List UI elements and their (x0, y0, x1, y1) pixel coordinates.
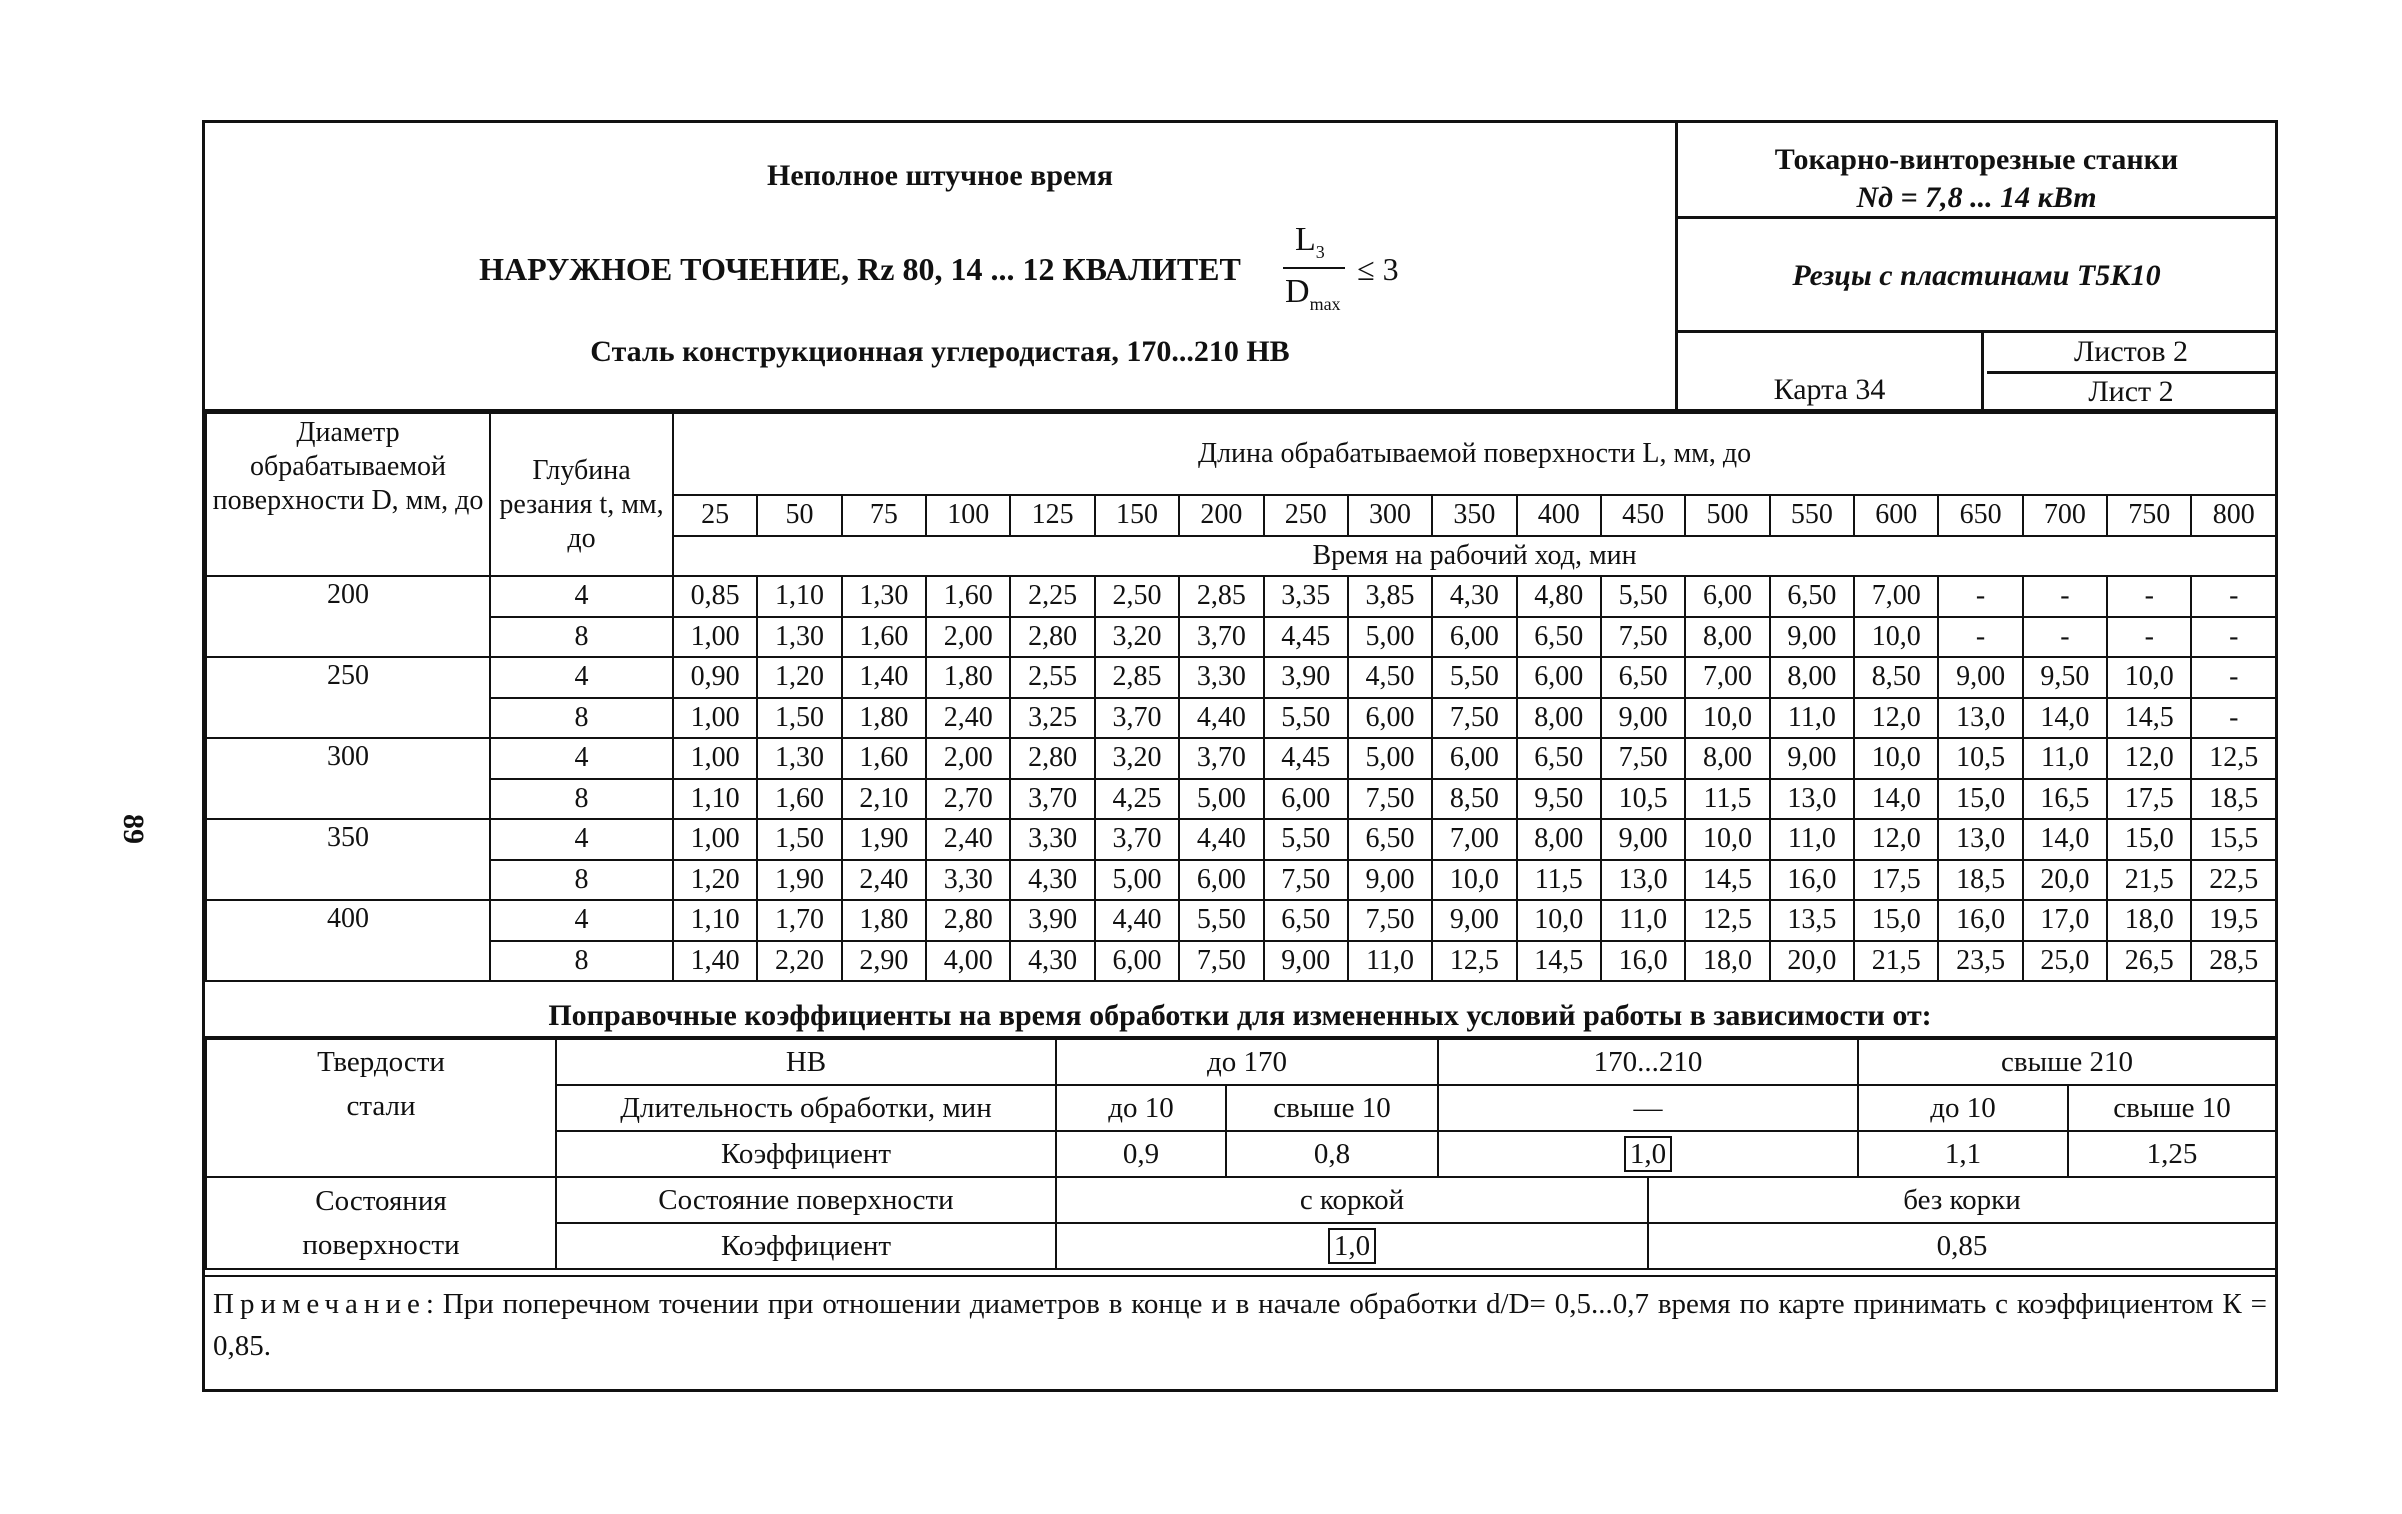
time-cell: 9,00 (1264, 941, 1348, 982)
time-cell: 8,00 (1517, 698, 1601, 739)
time-cell: 28,5 (2191, 941, 2276, 982)
time-cell: 8,50 (1854, 657, 1938, 698)
time-cell: 12,0 (1854, 819, 1938, 860)
time-cell: 1,70 (757, 900, 841, 941)
depth-cell: 8 (490, 941, 673, 982)
time-cell: 9,00 (1601, 698, 1685, 739)
time-cell: 14,0 (1854, 779, 1938, 820)
table-row (206, 657, 2276, 698)
time-cell: 18,5 (1938, 860, 2022, 901)
coef-4: 1,1 (1858, 1131, 2068, 1177)
coef-3-cell (1438, 1131, 1858, 1177)
length-cell: 50 (757, 495, 841, 536)
time-cell: 8,00 (1685, 617, 1769, 658)
time-cell: 1,30 (842, 576, 926, 617)
time-cell: 2,80 (926, 900, 1010, 941)
diameter-cell: 350 (206, 819, 490, 900)
time-cell: 4,30 (1432, 576, 1516, 617)
time-cell: - (2107, 576, 2191, 617)
time-cell: 13,0 (1938, 698, 2022, 739)
time-cell: 10,0 (2107, 657, 2191, 698)
time-cell: 1,50 (757, 698, 841, 739)
time-cell: 6,00 (1348, 698, 1432, 739)
time-cell: 2,70 (926, 779, 1010, 820)
time-cell: 20,0 (2023, 860, 2107, 901)
time-cell: 21,5 (2107, 860, 2191, 901)
depth-cell: 4 (490, 900, 673, 941)
time-cell: 4,80 (1517, 576, 1601, 617)
time-cell: 2,90 (842, 941, 926, 982)
length-cell: 700 (2023, 495, 2107, 536)
table-row (206, 819, 2276, 860)
table-row (206, 900, 2276, 941)
time-cell: 6,00 (1095, 941, 1179, 982)
time-cell: 6,50 (1770, 576, 1854, 617)
time-cell: 12,5 (1432, 941, 1516, 982)
time-cell: 15,5 (2191, 819, 2276, 860)
length-cell: 125 (1010, 495, 1094, 536)
time-cell: 13,0 (1601, 860, 1685, 901)
time-cell: 4,30 (1010, 860, 1094, 901)
length-cell: 750 (2107, 495, 2191, 536)
formula-condition: ≤ 3 (1357, 251, 1399, 287)
time-cell: 6,50 (1517, 738, 1601, 779)
time-cell: 7,00 (1854, 576, 1938, 617)
time-cell: 4,40 (1179, 698, 1263, 739)
table-row (206, 617, 2276, 658)
time-cell: 1,00 (673, 738, 757, 779)
without-crust: без корки (1648, 1177, 2276, 1223)
hb-label: НВ (556, 1039, 1056, 1085)
hb-over-210: свыше 210 (1858, 1039, 2276, 1085)
time-cell: 6,00 (1432, 617, 1516, 658)
time-cell: 11,0 (1770, 698, 1854, 739)
diameter-column-header: Диаметр обрабатываемой поверхности D, мм, до (206, 413, 490, 576)
time-cell: 3,30 (1179, 657, 1263, 698)
time-cell: - (2191, 657, 2276, 698)
time-cell: 11,5 (1685, 779, 1769, 820)
time-cell: 7,00 (1685, 657, 1769, 698)
coef-3: 1,0 (1624, 1136, 1672, 1172)
time-cell: 5,00 (1348, 738, 1432, 779)
depth-cell: 4 (490, 738, 673, 779)
time-cell: 3,90 (1264, 657, 1348, 698)
time-cell: 13,0 (1770, 779, 1854, 820)
time-cell: 1,80 (842, 698, 926, 739)
length-header: Длина обрабатываемой поверхности L, мм, до (673, 413, 2276, 495)
length-cell: 250 (1264, 495, 1348, 536)
time-cell: 17,5 (2107, 779, 2191, 820)
time-cell: 11,0 (2023, 738, 2107, 779)
time-cell: 1,50 (757, 819, 841, 860)
time-cell: 4,50 (1348, 657, 1432, 698)
diameter-cell: 250 (206, 657, 490, 738)
time-cell: 8,00 (1770, 657, 1854, 698)
surface-state-label: Состояние поверхности (556, 1177, 1056, 1223)
time-table (205, 412, 2277, 982)
time-cell: 9,50 (2023, 657, 2107, 698)
time-cell: 14,5 (1685, 860, 1769, 901)
time-cell: 15,0 (2107, 819, 2191, 860)
duration-upto-10-b: до 10 (1858, 1085, 2068, 1131)
time-cell: 12,5 (2191, 738, 2276, 779)
hb-170-210: 170...210 (1438, 1039, 1858, 1085)
diameter-cell: 300 (206, 738, 490, 819)
coef2-label: Коэффициент (556, 1223, 1056, 1269)
card-header (205, 123, 2275, 412)
time-cell: 14,0 (2023, 819, 2107, 860)
time-cell: 14,0 (2023, 698, 2107, 739)
header-title-block (205, 123, 1678, 409)
time-cell: 14,5 (1517, 941, 1601, 982)
time-cell: 13,0 (1938, 819, 2022, 860)
time-cell: 4,45 (1264, 617, 1348, 658)
corrections-table (205, 1038, 2277, 1270)
time-cell: 9,00 (1938, 657, 2022, 698)
time-cell: 1,20 (673, 860, 757, 901)
time-cell: 10,0 (1854, 738, 1938, 779)
duration-label: Длительность обработки, мин (556, 1085, 1056, 1131)
time-cell: 17,0 (2023, 900, 2107, 941)
length-cell: 75 (842, 495, 926, 536)
time-cell: 15,0 (1854, 900, 1938, 941)
time-cell: 7,50 (1264, 860, 1348, 901)
time-cell: 1,90 (757, 860, 841, 901)
time-cell: 1,80 (842, 900, 926, 941)
machine-type (1678, 123, 2275, 219)
time-cell: 1,30 (757, 738, 841, 779)
depth-cell: 8 (490, 617, 673, 658)
length-cell: 600 (1854, 495, 1938, 536)
table-row (206, 941, 2276, 982)
time-cell: 26,5 (2107, 941, 2191, 982)
time-cell: 11,0 (1770, 819, 1854, 860)
time-cell: 2,80 (1010, 738, 1094, 779)
coef-label: Коэффициент (556, 1131, 1056, 1177)
time-cell: 6,00 (1517, 657, 1601, 698)
time-cell: 7,50 (1179, 941, 1263, 982)
length-cell: 800 (2191, 495, 2276, 536)
note-text: : При поперечном точении при отношении диаметров в конце и в начале обработки d/D= 0,5...0,7 время по карте принимать с коэффициентом К = 0,85. (213, 1288, 2267, 1362)
length-cell: 200 (1179, 495, 1263, 536)
time-cell: 2,80 (1010, 617, 1094, 658)
time-cell: 1,00 (673, 617, 757, 658)
table-row (206, 738, 2276, 779)
time-cell: 2,85 (1095, 657, 1179, 698)
operation-text: НАРУЖНОЕ ТОЧЕНИЕ, Rz 80, 14 ... 12 КВАЛИТЕТ (479, 251, 1241, 287)
time-cell: 12,5 (1685, 900, 1769, 941)
time-cell: 8,00 (1517, 819, 1601, 860)
time-cell: 4,30 (1010, 941, 1094, 982)
fraction-bar (1283, 267, 1345, 269)
time-cell: 9,00 (1770, 738, 1854, 779)
time-cell: 3,70 (1010, 779, 1094, 820)
machine-power: Nд = 7,8 ... 14 кВт (1856, 181, 2097, 214)
time-cell: 16,0 (1770, 860, 1854, 901)
time-cell: 11,0 (1348, 941, 1432, 982)
time-cell: - (2023, 576, 2107, 617)
length-cell: 350 (1432, 495, 1516, 536)
operation-title (205, 251, 1675, 288)
time-cell: 6,00 (1179, 860, 1263, 901)
time-cell: 10,0 (1432, 860, 1516, 901)
time-cell: 3,25 (1010, 698, 1094, 739)
time-cell: 11,5 (1517, 860, 1601, 901)
coef-5: 1,25 (2068, 1131, 2276, 1177)
time-cell: 1,30 (757, 617, 841, 658)
depth-column-header: Глубина резания t, мм, до (490, 413, 673, 576)
time-cell: 2,50 (1095, 576, 1179, 617)
depth-cell: 8 (490, 860, 673, 901)
coef-1: 0,9 (1056, 1131, 1226, 1177)
time-cell: 6,50 (1348, 819, 1432, 860)
length-cell: 300 (1348, 495, 1432, 536)
time-cell: 9,00 (1432, 900, 1516, 941)
time-cell: 16,5 (2023, 779, 2107, 820)
table-row (206, 860, 2276, 901)
time-cell: 2,10 (842, 779, 926, 820)
time-cell: 0,90 (673, 657, 757, 698)
time-cell: 18,0 (2107, 900, 2191, 941)
formula-numerator: $L_3$ (1295, 221, 1325, 262)
time-cell: 8,50 (1432, 779, 1516, 820)
time-cell: 19,5 (2191, 900, 2276, 941)
time-cell: 6,00 (1264, 779, 1348, 820)
time-cell: 6,50 (1517, 617, 1601, 658)
time-cell: 3,90 (1010, 900, 1094, 941)
time-cell: 9,00 (1770, 617, 1854, 658)
time-cell: 3,70 (1179, 738, 1263, 779)
time-cell: 1,60 (842, 617, 926, 658)
time-cell: 6,50 (1264, 900, 1348, 941)
length-cell: 400 (1517, 495, 1601, 536)
ratio-formula (1283, 221, 1413, 331)
hb-to-170: до 170 (1056, 1039, 1438, 1085)
time-cell: 5,50 (1264, 819, 1348, 860)
time-cell: 3,70 (1095, 819, 1179, 860)
time-cell: 3,30 (1010, 819, 1094, 860)
time-cell: 6,00 (1432, 738, 1516, 779)
sheets-total: Листов 2 (1987, 333, 2275, 374)
table-row (206, 779, 2276, 820)
time-cell: 3,30 (926, 860, 1010, 901)
length-cell: 550 (1770, 495, 1854, 536)
time-cell: 1,80 (926, 657, 1010, 698)
time-cell: 0,85 (673, 576, 757, 617)
time-cell: 10,0 (1854, 617, 1938, 658)
time-cell: - (2191, 617, 2276, 658)
diameter-cell: 400 (206, 900, 490, 981)
time-cell: 4,40 (1179, 819, 1263, 860)
time-cell: - (2107, 617, 2191, 658)
time-cell: 1,00 (673, 698, 757, 739)
time-cell: 7,50 (1601, 617, 1685, 658)
depth-cell: 8 (490, 698, 673, 739)
title: Неполное штучное время (766, 159, 1114, 192)
table-row (206, 576, 2276, 617)
time-cell: 2,85 (1179, 576, 1263, 617)
tool-type: Резцы с пластинами Т5К10 (1678, 222, 2275, 333)
depth-cell: 4 (490, 576, 673, 617)
time-cell: 13,5 (1770, 900, 1854, 941)
duration-over-10-b: свыше 10 (2068, 1085, 2276, 1131)
time-cell: 14,5 (2107, 698, 2191, 739)
time-cell: - (2191, 576, 2276, 617)
depth-cell: 4 (490, 657, 673, 698)
duration-over-10: свыше 10 (1226, 1085, 1438, 1131)
hardness-label: Твердости стали (206, 1039, 556, 1177)
surface-coef-2: 0,85 (1648, 1223, 2276, 1269)
time-cell: 2,20 (757, 941, 841, 982)
time-cell: 3,35 (1264, 576, 1348, 617)
note-label: Примечание (213, 1288, 426, 1320)
time-cell: 10,0 (1685, 698, 1769, 739)
time-cell: 10,0 (1685, 819, 1769, 860)
time-cell: - (2191, 698, 2276, 739)
time-cell: 17,5 (1854, 860, 1938, 901)
time-cell: 2,00 (926, 617, 1010, 658)
time-cell: 4,00 (926, 941, 1010, 982)
time-cell: 1,10 (757, 576, 841, 617)
time-cell: 2,40 (926, 698, 1010, 739)
formula-denominator: $D_{max}$ (1285, 273, 1341, 314)
time-cell: 5,50 (1179, 900, 1263, 941)
time-cell: 12,0 (1854, 698, 1938, 739)
card-number: Карта 34 (1678, 333, 1984, 409)
with-crust: с коркой (1056, 1177, 1648, 1223)
time-cell: 3,85 (1348, 576, 1432, 617)
table-row (206, 698, 2276, 739)
time-cell: - (2023, 617, 2107, 658)
time-cell: 18,0 (1685, 941, 1769, 982)
note (205, 1275, 2275, 1389)
time-cell: 18,5 (2191, 779, 2276, 820)
time-cell: 3,70 (1179, 617, 1263, 658)
time-cell: 10,5 (1938, 738, 2022, 779)
length-cell: 450 (1601, 495, 1685, 536)
coef-2: 0,8 (1226, 1131, 1438, 1177)
time-cell: 7,50 (1601, 738, 1685, 779)
page-number: 89 (117, 814, 150, 844)
sheet-number: Лист 2 (2088, 375, 2174, 408)
time-cell: 5,50 (1432, 657, 1516, 698)
depth-cell: 8 (490, 779, 673, 820)
time-cell: 3,20 (1095, 617, 1179, 658)
time-cell: 3,20 (1095, 738, 1179, 779)
time-cell: - (1938, 576, 2022, 617)
time-cell: 1,60 (926, 576, 1010, 617)
time-cell: 10,5 (1601, 779, 1685, 820)
corrections-title: Поправочные коэффициенты на время обработки для измененных условий работы в зависимости от: (205, 996, 2275, 1038)
length-cell: 100 (926, 495, 1010, 536)
time-cell: 1,90 (842, 819, 926, 860)
time-cell: 1,60 (757, 779, 841, 820)
time-cell: 2,25 (1010, 576, 1094, 617)
time-cell: 4,25 (1095, 779, 1179, 820)
depth-cell: 4 (490, 819, 673, 860)
card-ids (1678, 333, 2275, 409)
machine-line-1: Токарно-винторезные станки (1774, 143, 2179, 176)
time-cell: 5,00 (1179, 779, 1263, 820)
time-cell: 1,40 (673, 941, 757, 982)
time-cell: 12,0 (2107, 738, 2191, 779)
norm-card (202, 120, 2278, 1392)
time-cell: 8,00 (1685, 738, 1769, 779)
time-cell: 9,00 (1601, 819, 1685, 860)
material: Сталь конструкционная углеродистая, 170...210 НВ (590, 335, 1290, 368)
time-cell: 9,00 (1348, 860, 1432, 901)
time-cell: 6,50 (1601, 657, 1685, 698)
time-cell: 2,00 (926, 738, 1010, 779)
diameter-cell: 200 (206, 576, 490, 657)
time-cell: 21,5 (1854, 941, 1938, 982)
duration-dash: — (1438, 1085, 1858, 1131)
time-cell: 3,70 (1095, 698, 1179, 739)
time-cell: 5,50 (1264, 698, 1348, 739)
length-cell: 650 (1938, 495, 2022, 536)
length-cell: 150 (1095, 495, 1179, 536)
surface-coef-1-cell (1056, 1223, 1648, 1269)
time-cell: 7,00 (1432, 819, 1516, 860)
time-cell: 4,45 (1264, 738, 1348, 779)
time-cell: 1,00 (673, 819, 757, 860)
time-cell: 16,0 (1601, 941, 1685, 982)
time-cell: 11,0 (1601, 900, 1685, 941)
time-cell: 5,50 (1601, 576, 1685, 617)
surface-coef-1: 1,0 (1328, 1228, 1376, 1264)
time-cell: 16,0 (1938, 900, 2022, 941)
duration-upto-10: до 10 (1056, 1085, 1226, 1131)
time-cell: 10,0 (1517, 900, 1601, 941)
time-cell: 1,10 (673, 779, 757, 820)
time-cell: 2,55 (1010, 657, 1094, 698)
time-cell: - (1938, 617, 2022, 658)
length-cell: 25 (673, 495, 757, 536)
time-cell: 5,00 (1095, 860, 1179, 901)
time-cell: 5,00 (1348, 617, 1432, 658)
time-cell: 20,0 (1770, 941, 1854, 982)
time-cell: 23,5 (1938, 941, 2022, 982)
time-cell: 1,60 (842, 738, 926, 779)
surface-label: Состояния поверхности (206, 1177, 556, 1269)
time-cell: 1,10 (673, 900, 757, 941)
time-cell: 7,50 (1348, 900, 1432, 941)
time-cell: 4,40 (1095, 900, 1179, 941)
length-cell: 500 (1685, 495, 1769, 536)
table-header-row-1 (206, 413, 2276, 495)
time-cell: 7,50 (1432, 698, 1516, 739)
time-cell: 9,50 (1517, 779, 1601, 820)
time-cell: 22,5 (2191, 860, 2276, 901)
time-cell: 7,50 (1348, 779, 1432, 820)
header-info-block (1678, 123, 2275, 409)
time-cell: 15,0 (1938, 779, 2022, 820)
time-header: Время на рабочий ход, мин (673, 536, 2276, 577)
time-cell: 1,40 (842, 657, 926, 698)
time-cell: 25,0 (2023, 941, 2107, 982)
time-cell: 2,40 (842, 860, 926, 901)
time-cell: 1,20 (757, 657, 841, 698)
time-cell: 6,00 (1685, 576, 1769, 617)
time-cell: 2,40 (926, 819, 1010, 860)
